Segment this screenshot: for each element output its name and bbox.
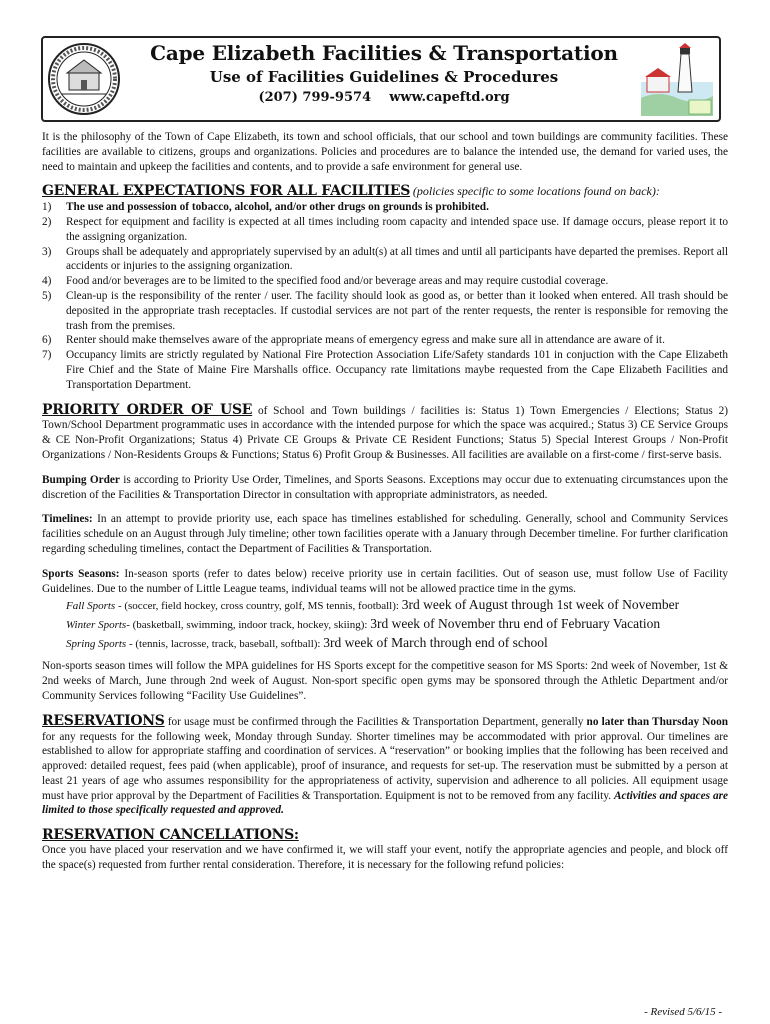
- general-expectations-list: [42, 200, 728, 392]
- season-row: Winter Sports- (basketball, swimming, indoor track, hockey, skiing): 3rd week of November thru end of February Vacation: [66, 616, 661, 632]
- general-expectations-heading: GENERAL EXPECTATIONS FOR ALL FACILITIES: [42, 183, 411, 200]
- reservations-heading: RESERVATIONS: [42, 712, 165, 729]
- bumping-order-text: is according to Priority Use Order, Timelines, and Sports Seasons. Exceptions may occur due to extenuating circumstances upon the discretion of the Facilities & Transportation Director in consultation with appropriate administrators, as needed.: [42, 473, 728, 501]
- list-item: 3) Groups shall be adequately and appropriately supervised by an adult(s) at all times and until all participants have departed the premises. Report all accidents or injuries to the assigning organization.: [42, 245, 728, 273]
- season-row: Fall Sports - (soccer, field hockey, cross country, golf, MS tennis, football): 3rd week of August through 1st week of November: [66, 597, 680, 613]
- cancellations-text: Once you have placed your reservation and we have confirmed it, we will staff your event, notify the appropriate agencies and people, and block off the space(s) requested from further rental consideration. Therefore, it is necessary for the following refund policies:: [42, 844, 728, 871]
- list-item: 2) Respect for equipment and facility is expected at all times including room capacity and intended space use. If damage occurs, please report it to the assigning organization.: [42, 215, 728, 243]
- priority-order-heading: PRIORITY ORDER OF USE: [42, 401, 253, 418]
- letterhead: [41, 36, 721, 122]
- sports-seasons-text: In-season sports (refer to dates below) receive priority use in certain facilities. Out of season use, must follow Use of Facility Guidelines. Due to the number of Little League teams, individual teams will not be allowed practice time in the gyms.: [42, 567, 728, 595]
- bumping-order-paragraph: [42, 473, 728, 503]
- list-item: 5) Clean-up is the responsibility of the renter / user. The facility should look as good as, or better than it looked when entered. All trash should be deposited in the appropriate trash receptacles. If custodial services are not part of the renter requests, the renter is responsible for removing the trash from the premises.: [42, 289, 728, 332]
- timelines-label: Timelines:: [42, 513, 93, 526]
- season-row: Spring Sports - (tennis, lacrosse, track, baseball, softball): 3rd week of March through end of school: [66, 635, 548, 651]
- letterhead-titles: [123, 40, 645, 108]
- bumping-order-label: Bumping Order: [42, 473, 120, 486]
- list-item: 7) Occupancy limits are strictly regulated by National Fire Protection Association Life/Safety standards 101 in conjuction with the Cape Elizabeth Fire Chief and the State of Maine Fire Marshalls office. Occupancy rate limitations maybe requested from the Cape Elizabeth Facilities and Transportation Department.: [42, 349, 728, 391]
- cancellations-section: [42, 828, 728, 872]
- sports-seasons-paragraph: [42, 567, 728, 597]
- sports-seasons-section: [42, 567, 728, 704]
- timelines-paragraph: [42, 512, 728, 556]
- general-expectations-section: [42, 184, 728, 392]
- cancellations-heading: RESERVATION CANCELLATIONS:: [42, 827, 299, 844]
- lighthouse-logo-icon: [639, 42, 715, 118]
- timelines-text: In an attempt to provide priority use, each space has timelines established for scheduling. Generally, school and Community Services facilities schedule on an August through July timeline; other town facilities operate with a January through December timeline. For further clarification regarding scheduling timelines, contact the Department of Facilities & Transportation.: [42, 513, 728, 555]
- intro-paragraph: It is the philosophy of the Town of Cape Elizabeth, its town and school officials, that our school and town buildings are community facilities. These facilities are available to citizens, groups and organizations. Policies and procedures are to balance the intended use, the demand for varied uses, the need to maintain and upkeep the facilities and contents, and to provide a safe environment for general use.: [42, 131, 728, 173]
- list-item: 1) The use and possession of tobacco, alcohol, and/or other drugs on grounds is prohibited.: [42, 201, 489, 214]
- sports-seasons-label: Sports Seasons:: [42, 567, 120, 580]
- website-url: www.capeftd.org: [389, 90, 510, 105]
- revision-note: - Revised 5/6/15 -: [644, 1006, 722, 1018]
- list-item: 6) Renter should make themselves aware of the appropriate means of emergency egress and make sure all in attendance are aware of it.: [42, 334, 665, 347]
- priority-order-paragraph: [42, 403, 728, 463]
- non-sports-paragraph: Non-sports season times will follow the MPA guidelines for HS Sports except for the competitive season for MS Sports: 2nd week of November, 1st & 2nd weeks of March, June through 2nd week of August. Non-sport specific open gyms may be sponsored through the Athletic Department and/or Community Services following “Facility Use Guidelines”.: [42, 660, 728, 702]
- contact-line: [123, 88, 645, 108]
- town-seal-icon: [47, 42, 121, 116]
- list-item: 4) Food and/or beverages are to be limited to the specified food and/or beverage areas and may require custodial coverage.: [42, 275, 609, 288]
- organization-title: Cape Elizabeth Facilities & Transportation: [150, 41, 618, 65]
- priority-order-text: of School and Town buildings / facilities is: Status 1) Town Emergencies / Elections; Status 2) Town/School Department programmatic uses in accordance with the intended purpose for which the space was acquired.; Status 3) CE Service Groups & CE Non-Profit Organizations; Status 4) Private CE Groups & Private CE Resident Functions; Status 5) Special Interest Groups / Non-Profit Organizations / Non-Residents Groups & Functions; Status 6) Profit Group & Businesses. All facilities are available on a first-come / first-serve basis.: [42, 404, 728, 461]
- general-expectations-note: (policies specific to some locations found on back):: [412, 184, 660, 199]
- reservations-paragraph: RESERVATIONS for usage must be confirmed through the Facilities & Transportation Department, generally no later than Thursday Noon for any requests for the following week, Monday through Sunday. Shorter timelines may be accommodated with prior approval. Our timelines are established to allow for appropriate staffing and coordination of services. A “reservation” or booking implies that the following has been received and approved: detailed request, fees paid (when applicable), proof of insurance, and requests for set-up. The reservation must be submitted by a person at least 21 years of age who assumes responsibility for the appropriateness of activity, supervision and adherence to all policies. All equipment usage must have prior approval by the Department of Facilities & Transportation. Equipment is not to be removed from any facility. Activities and spaces are limited to those specifically requested and approved.: [42, 712, 729, 817]
- document-body: [42, 130, 728, 873]
- phone-number: (207) 799-9574: [258, 90, 372, 105]
- document-subtitle: Use of Facilities Guidelines & Procedures: [209, 68, 559, 86]
